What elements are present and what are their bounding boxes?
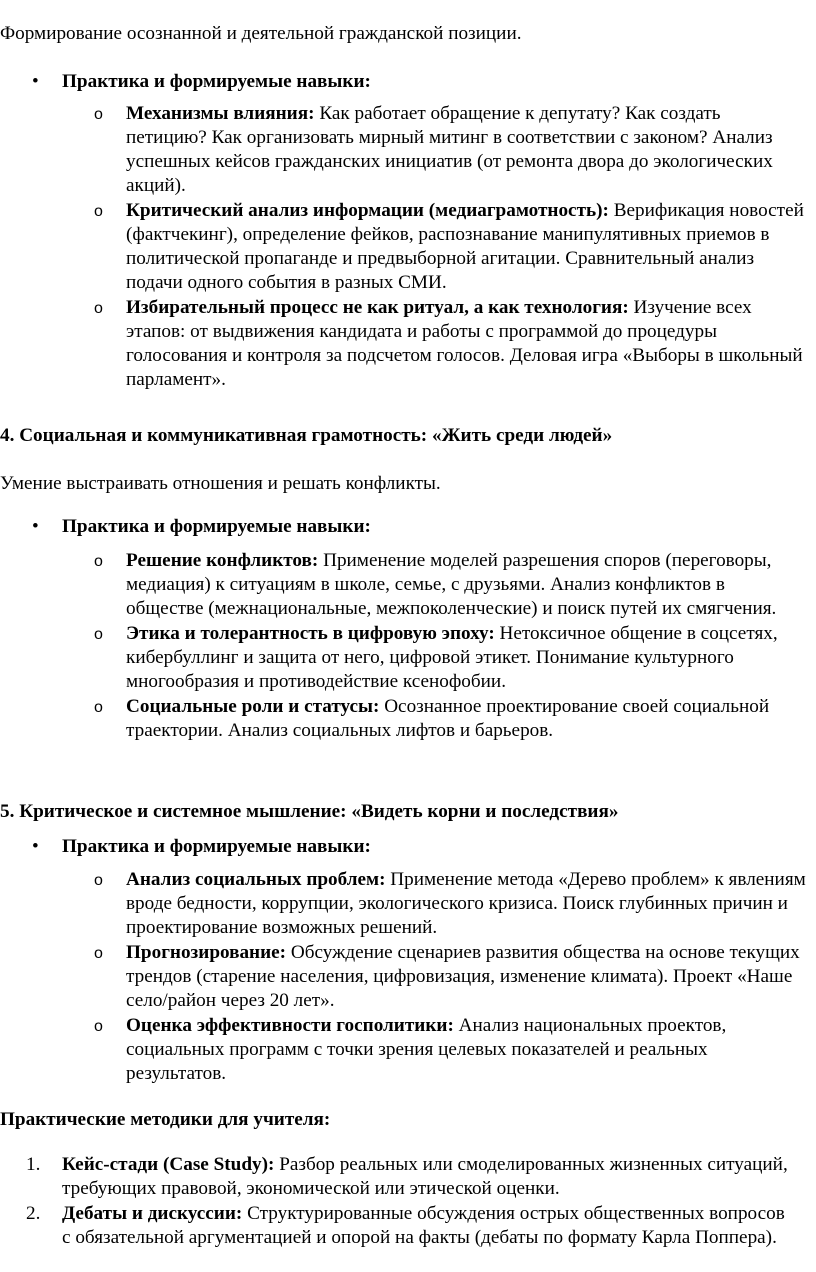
item-text: Применение моделей разрешения споров (переговоры, медиация) к ситуациям в школе, семье, с друзьями. Анализ конфликтов в обществе (межнациональные, межпоколенческие) и поиск путей их смягчения.: [126, 550, 777, 619]
item-title: Социальные роли и статусы:: [126, 696, 380, 717]
item-text: Осознанное проектирование своей социальной траектории. Анализ социальных лифтов и барьеров.: [126, 696, 770, 741]
item-title: Оценка эффективности госполитики:: [126, 1015, 454, 1036]
list-item: [94, 868, 806, 940]
item-title: Дебаты и дискуссии:: [62, 1203, 243, 1224]
numbered-list: [26, 1153, 792, 1250]
circle-bullet-icon: o: [94, 872, 103, 889]
section-heading: 5. Критическое и системное мышление: «Видеть корни и последствия»: [0, 801, 619, 822]
list-item: [94, 199, 806, 295]
circle-bullet-icon: o: [94, 699, 103, 716]
circle-bullet-icon: o: [94, 553, 103, 570]
list-item: [94, 296, 806, 392]
item-title: Прогнозирование:: [126, 942, 287, 963]
circle-bullet-icon: o: [94, 945, 103, 962]
intro-paragraph: Формирование осознанной и деятельной гражданской позиции.: [0, 23, 522, 44]
practice-bullet: [32, 835, 802, 859]
list-item: [94, 1014, 806, 1086]
item-title: Решение конфликтов:: [126, 550, 319, 571]
item-text: Применение метода «Дерево проблем» к явлениям вроде бедности, коррупции, экологического кризиса. Поиск глубинных причин и проектирование возможных решений.: [126, 869, 806, 938]
list-item: [94, 695, 806, 743]
list-item: [94, 622, 806, 694]
bullet-dot-icon: •: [32, 516, 39, 537]
item-text: Нетоксичное общение в соцсетях, кибербуллинг и защита от него, цифровой этикет. Понимание культурного многообразия и противодействие ксенофобии.: [126, 623, 778, 692]
bullet-label: Практика и формируемые навыки:: [62, 836, 371, 857]
list-item: [94, 102, 806, 198]
methods-heading: Практические методики для учителя:: [0, 1109, 331, 1130]
list-item: [94, 549, 806, 621]
item-text: Верификация новостей (фактчекинг), определение фейков, распознавание манипулятивных приемов в политической пропаганде и предвыборной агитации. Сравнительный анализ подачи одного события в разных СМИ.: [126, 200, 804, 293]
item-title: Критический анализ информации (медиаграмотность):: [126, 200, 609, 221]
circle-bullet-icon: o: [94, 1018, 103, 1035]
item-text: Структурированные обсуждения острых общественных вопросов с обязательной аргументацией и опорой на факты (дебаты по формату Карла Поппера).: [62, 1203, 785, 1248]
circle-bullet-icon: o: [94, 300, 103, 317]
item-text: Разбор реальных или смоделированных жизненных ситуаций, требующих правовой, экономической или этической оценки.: [62, 1154, 788, 1199]
section-heading: 4. Социальная и коммуникативная грамотность: «Жить среди людей»: [0, 425, 613, 446]
item-number: 2.: [26, 1203, 41, 1224]
item-text: Обсуждение сценариев развития общества на основе текущих трендов (старение населения, цифровизация, изменение климата). Проект «Наше село/район через 20 лет».: [126, 942, 800, 1011]
bullet-dot-icon: •: [32, 71, 39, 92]
circle-bullet-icon: o: [94, 626, 103, 643]
bullet-dot-icon: •: [32, 836, 39, 857]
sub-list: [94, 549, 806, 743]
item-title: Кейс-стади (Case Study):: [62, 1154, 275, 1175]
item-text: Изучение всех этапов: от выдвижения кандидата и работы с программой до процедуры голосования и контроля за подсчетом голосов. Деловая игра «Выборы в школьный парламент».: [126, 297, 803, 390]
circle-bullet-icon: o: [94, 203, 103, 220]
list-item: [26, 1153, 792, 1201]
item-number: 1.: [26, 1154, 41, 1175]
list-item: [94, 941, 806, 1013]
bullet-label: Практика и формируемые навыки:: [62, 71, 371, 92]
sub-list: [94, 868, 806, 1086]
practice-bullet: [32, 515, 802, 539]
item-title: Избирательный процесс не как ритуал, а как технология:: [126, 297, 629, 318]
circle-bullet-icon: o: [94, 106, 103, 123]
sub-list: [94, 102, 806, 392]
item-text: Как работает обращение к депутату? Как создать петицию? Как организовать мирный митинг в соответствии с законом? Анализ успешных кейсов гражданских инициатив (от ремонта двора до экологических акций).: [126, 103, 773, 196]
bullet-label: Практика и формируемые навыки:: [62, 516, 371, 537]
section-intro: Умение выстраивать отношения и решать конфликты.: [0, 473, 441, 494]
practice-bullet: [32, 70, 802, 94]
item-title: Этика и толерантность в цифровую эпоху:: [126, 623, 495, 644]
item-text: Анализ национальных проектов, социальных программ с точки зрения целевых показателей и реальных результатов.: [126, 1015, 727, 1084]
item-title: Механизмы влияния:: [126, 103, 315, 124]
list-item: [26, 1202, 792, 1250]
item-title: Анализ социальных проблем:: [126, 869, 386, 890]
